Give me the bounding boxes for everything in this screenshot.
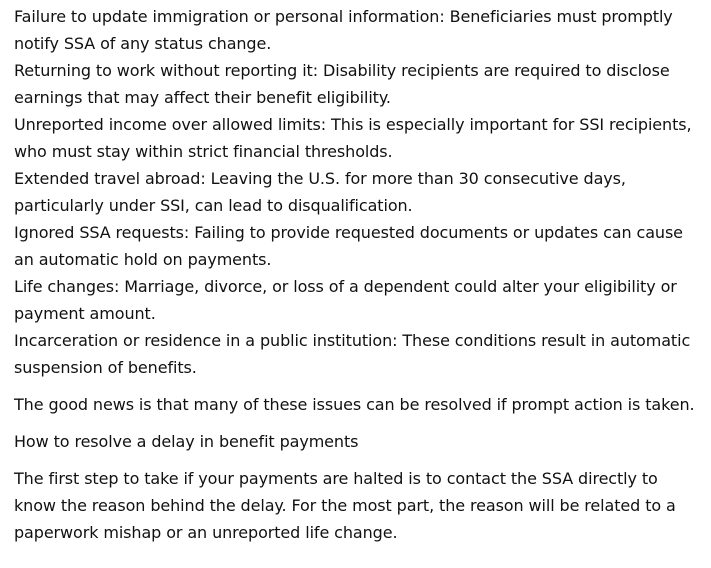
document-body [14,3,704,546]
list-item: Returning to work without reporting it: Disability recipients are required to disclose earnings that may affect their benefit eligibility. [14,61,670,107]
list-item: Life changes: Marriage, divorce, or loss of a dependent could alter your eligibility or payment amount. [14,277,677,323]
list-item: Unreported income over allowed limits: This is especially important for SSI recipients, who must stay within strict financial thresholds. [14,115,692,161]
section-heading: How to resolve a delay in benefit payments [14,432,359,451]
closing-paragraph: The first step to take if your payments are halted is to contact the SSA directly to know the reason behind the delay. For the most part, the reason will be related to a paperwork mishap or an unreported life change. [14,469,676,542]
list-item: Incarceration or residence in a public institution: These conditions result in automatic suspension of benefits. [14,331,691,377]
list-item: Ignored SSA requests: Failing to provide requested documents or updates can cause an automatic hold on payments. [14,223,683,269]
list-item: Extended travel abroad: Leaving the U.S. for more than 30 consecutive days, particularly under SSI, can lead to disqualification. [14,169,626,215]
list-item: Failure to update immigration or personal information: Beneficiaries must promptly notify SSA of any status change. [14,7,673,53]
good-news-paragraph: The good news is that many of these issues can be resolved if prompt action is taken. [14,395,695,414]
